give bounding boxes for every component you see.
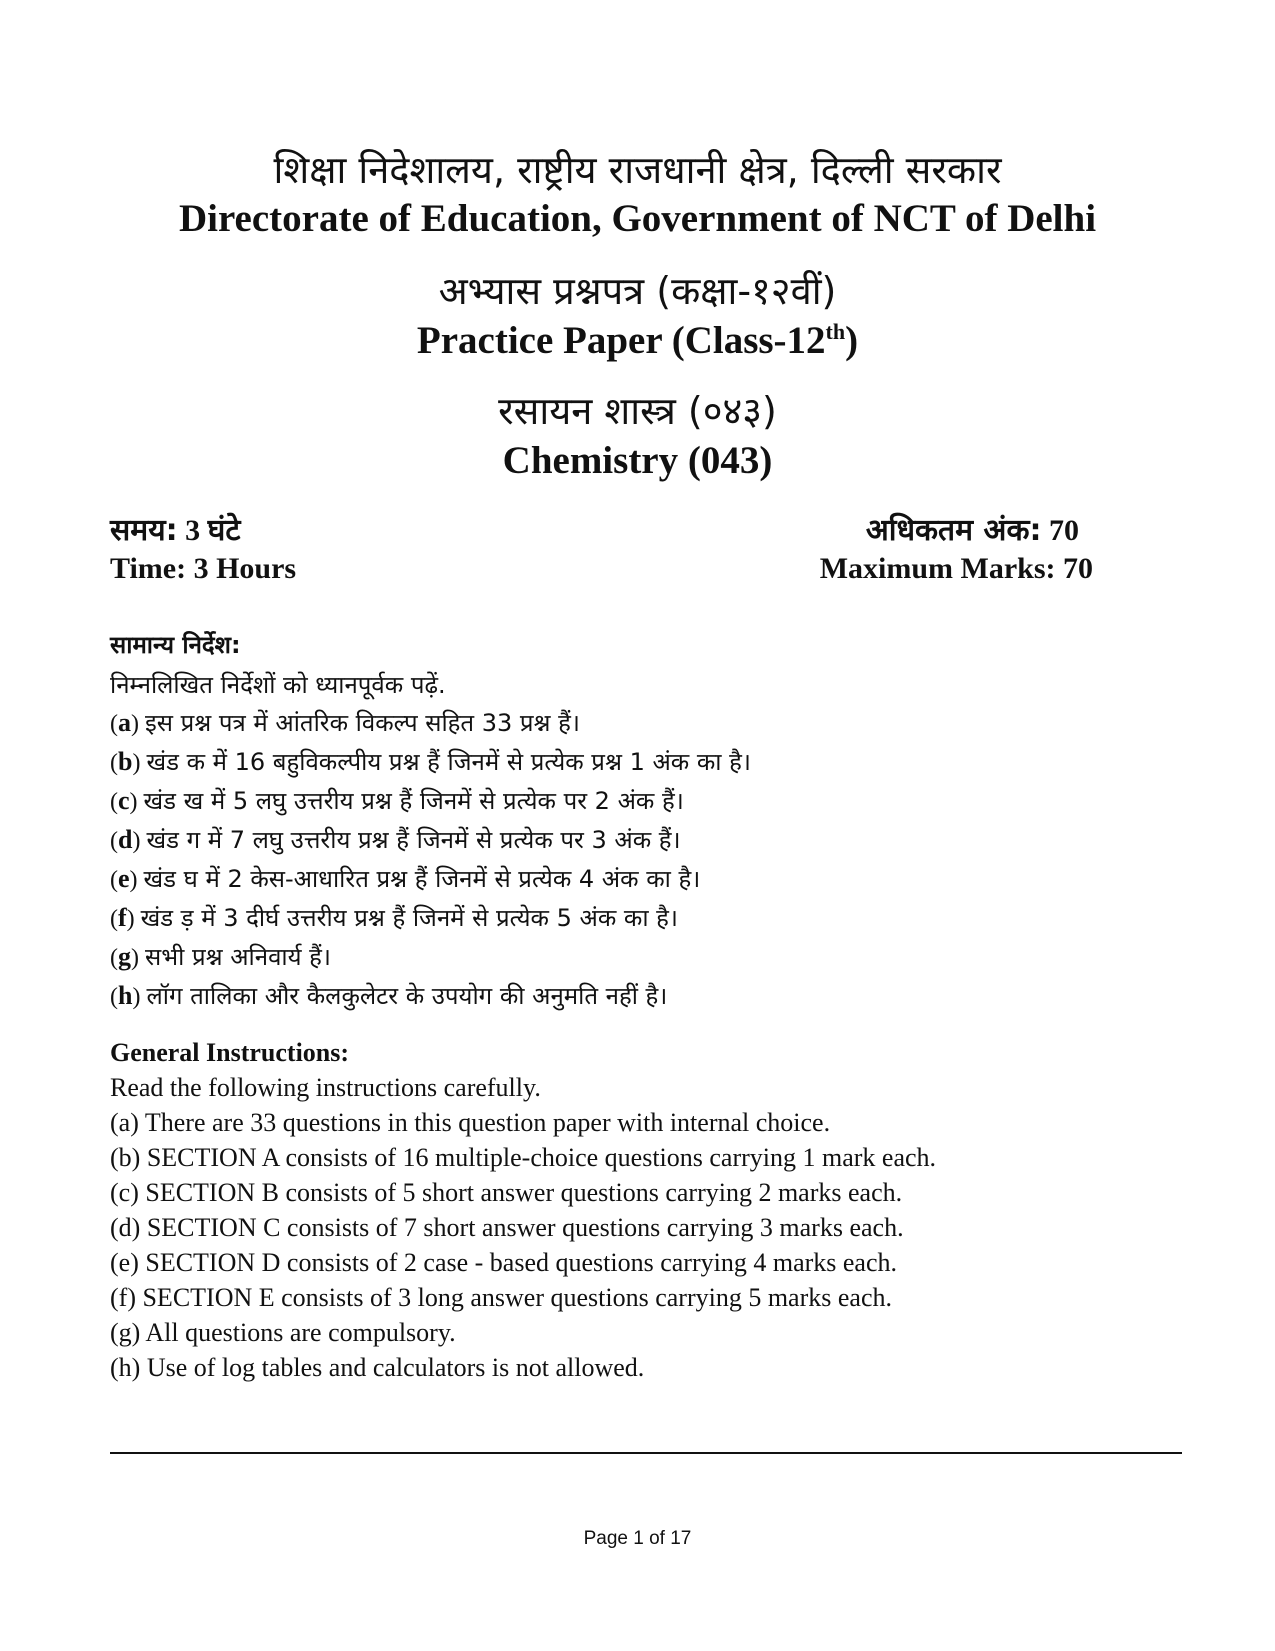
practice-title-superscript: th xyxy=(825,319,846,344)
hindi-item-label: a xyxy=(118,708,131,737)
hindi-item-text: खंड ख में 5 लघु उत्तरीय प्रश्न हैं जिनमें से प्रत्येक पर 2 अंक हैं। xyxy=(143,787,684,815)
hindi-time xyxy=(110,508,240,549)
hindi-marks-label: अधिकतम अंक: xyxy=(865,513,1042,548)
hindi-item-label: b xyxy=(118,747,133,776)
hindi-item-label: h xyxy=(118,981,133,1010)
hindi-instruction-d: (d) खंड ग में 7 लघु उत्तरीय प्रश्न हैं जिनमें से प्रत्येक पर 3 अंक हैं। xyxy=(110,825,681,854)
english-time: Time: 3 Hours xyxy=(110,552,297,585)
hindi-instruction-h: (h) लॉग तालिका और कैलकुलेटर के उपयोग की अनुमति नहीं है। xyxy=(110,981,668,1010)
hindi-directorate-title: शिक्षा निदेशालय, राष्ट्रीय राजधानी क्षेत्र, दिल्ली सरकार xyxy=(273,148,1002,192)
english-directorate-title: Directorate of Education, Government of NCT of Delhi xyxy=(178,197,1097,240)
page-number: Page 1 of 17 xyxy=(583,1528,692,1549)
hindi-item-text: खंड क में 16 बहुविकल्पीय प्रश्न हैं जिनमें से प्रत्येक प्रश्न 1 अंक का है। xyxy=(146,748,751,776)
hindi-time-label: समय: xyxy=(110,513,178,548)
english-subject-title: Chemistry (043) xyxy=(502,439,773,482)
english-instructions-heading: General Instructions: xyxy=(110,1038,350,1067)
hindi-instruction-e: (e) खंड घ में 2 केस-आधारित प्रश्न हैं जिनमें से प्रत्येक 4 अंक का है। xyxy=(110,864,701,893)
english-instruction-g: (g) All questions are compulsory. xyxy=(110,1318,456,1347)
hindi-instruction-b: (b) खंड क में 16 बहुविकल्पीय प्रश्न हैं जिनमें से प्रत्येक प्रश्न 1 अंक का है। xyxy=(110,747,751,776)
hindi-practice-title: अभ्यास प्रश्नपत्र (कक्षा-१२वीं) xyxy=(438,269,837,313)
hindi-item-text: इस प्रश्न पत्र में आंतरिक विकल्प सहित 33 प्रश्न हैं। xyxy=(145,709,580,737)
hindi-item-text: लॉग तालिका और कैलकुलेटर के उपयोग की अनुमति नहीं है। xyxy=(146,982,668,1010)
hindi-time-unit: घंटे xyxy=(207,513,241,548)
english-instruction-c: (c) SECTION B consists of 5 short answer questions carrying 2 marks each. xyxy=(110,1178,903,1207)
hindi-instruction-a: (a) इस प्रश्न पत्र में आंतरिक विकल्प सहित 33 प्रश्न हैं। xyxy=(110,708,580,737)
hindi-item-label: f xyxy=(118,903,127,932)
hindi-item-text: सभी प्रश्न अनिवार्य हैं। xyxy=(145,943,332,971)
practice-title-main: Practice Paper (Class-12 xyxy=(416,319,826,362)
english-practice-title xyxy=(0,318,1275,363)
hindi-instructions-intro: निम्नलिखित निर्देशों को ध्यानपूर्वक पढ़ें. xyxy=(110,671,446,699)
hindi-instruction-c: (c) खंड ख में 5 लघु उत्तरीय प्रश्न हैं जिनमें से प्रत्येक पर 2 अंक हैं। xyxy=(110,786,684,815)
hindi-instruction-g: (g) सभी प्रश्न अनिवार्य हैं। xyxy=(110,942,332,971)
horizontal-divider xyxy=(110,1452,1182,1454)
english-instruction-a: (a) There are 33 questions in this question paper with internal choice. xyxy=(110,1108,831,1137)
hindi-time-value: 3 xyxy=(185,514,201,547)
english-instruction-h: (h) Use of log tables and calculators is not allowed. xyxy=(110,1353,645,1382)
english-instruction-d: (d) SECTION C consists of 7 short answer questions carrying 3 marks each. xyxy=(110,1213,904,1242)
hindi-instructions-heading: सामान्य निर्देश: xyxy=(110,631,241,659)
hindi-item-label: g xyxy=(118,942,131,971)
hindi-item-label: c xyxy=(118,786,130,815)
hindi-marks-value: 70 xyxy=(1049,514,1079,547)
hindi-item-text: खंड ग में 7 लघु उत्तरीय प्रश्न हैं जिनमें से प्रत्येक पर 3 अंक हैं। xyxy=(146,826,681,854)
english-instruction-e: (e) SECTION D consists of 2 case - based questions carrying 4 marks each. xyxy=(110,1248,898,1277)
hindi-max-marks xyxy=(866,508,1079,549)
hindi-item-label: e xyxy=(118,864,130,893)
english-instruction-b: (b) SECTION A consists of 16 multiple-choice questions carrying 1 mark each. xyxy=(110,1143,937,1172)
hindi-item-text: खंड ड़ में 3 दीर्घ उत्तरीय प्रश्न हैं जिनमें से प्रत्येक 5 अंक का है। xyxy=(140,904,679,932)
hindi-subject-title: रसायन शास्त्र (०४३) xyxy=(498,389,777,433)
hindi-item-text: खंड घ में 2 केस-आधारित प्रश्न हैं जिनमें से प्रत्येक 4 अंक का है। xyxy=(143,865,701,893)
english-instructions-intro: Read the following instructions carefully. xyxy=(110,1073,541,1102)
english-instruction-f: (f) SECTION E consists of 3 long answer questions carrying 5 marks each. xyxy=(110,1283,892,1312)
english-max-marks: Maximum Marks: 70 xyxy=(819,552,1093,585)
hindi-item-label: d xyxy=(118,825,133,854)
practice-title-end: ) xyxy=(845,319,859,362)
hindi-instruction-f: (f) खंड ड़ में 3 दीर्घ उत्तरीय प्रश्न हैं जिनमें से प्रत्येक 5 अंक का है। xyxy=(110,903,679,932)
